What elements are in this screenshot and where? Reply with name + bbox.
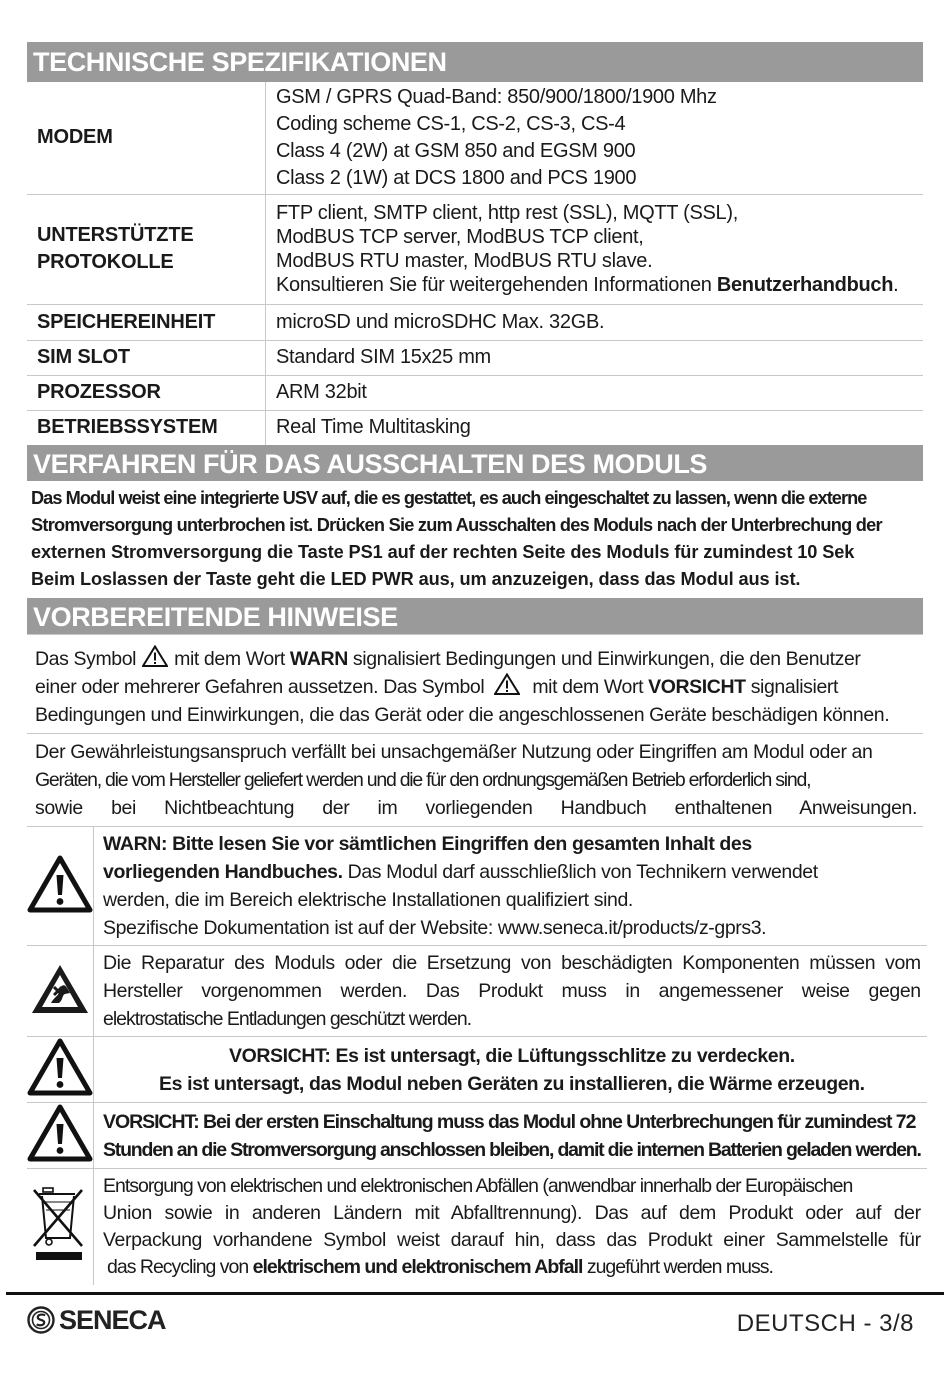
spec-key: SIM SLOT [27, 340, 266, 375]
text-line: Geräten, die vom Hersteller geliefert werden und die für den ordnungsgemäßen Betrieb erforderlich sind, [35, 769, 811, 791]
warning-triangle-icon [494, 673, 520, 695]
text-line: Bedingungen und Einwirkungen, die das Gerät oder die angeschlossenen Geräte beschädigen können. [35, 704, 890, 726]
logo-text: SENECA [59, 1304, 166, 1335]
spec-key: MODEM [27, 82, 266, 194]
spec-value [266, 194, 924, 304]
document-page [27, 42, 923, 1285]
spec-value [266, 82, 924, 194]
spec-line: GSM / GPRS Quad-Band: 850/900/1800/1900 Mhz [276, 85, 717, 108]
text: mit dem Wort [532, 676, 649, 698]
seneca-logo-icon [27, 1306, 55, 1334]
esd-warning-icon [29, 962, 91, 1016]
table-row [27, 194, 923, 304]
spec-value: Standard SIM 15x25 mm [266, 340, 924, 375]
table-row [27, 1169, 927, 1285]
text-line: werden, die im Bereich elektrische Installationen qualifiziert sind. [103, 889, 633, 911]
text: signalisiert [745, 676, 839, 698]
spec-key-line: UNTERSTÜTZTE [37, 224, 194, 246]
spec-table [27, 82, 923, 445]
footer-rule [6, 1292, 944, 1295]
warning-triangle-icon [27, 855, 93, 913]
table-row [27, 827, 927, 946]
text: Konsultieren Sie für weitergehenden Informationen [276, 274, 717, 296]
warranty-text [27, 734, 923, 827]
table-row [27, 304, 923, 340]
spec-line [276, 273, 923, 297]
spec-key [27, 194, 266, 304]
text-line [35, 645, 917, 673]
seneca-logo [27, 1304, 166, 1336]
section-title-technical-specs: TECHNISCHE SPEZIFIKATIONEN [27, 42, 923, 82]
text-line: sowie bei Nichtbeachtung der im vorliegenden Handbuch enthaltenen Anweisungen. [35, 797, 917, 819]
table-row [27, 410, 923, 445]
section-title-shutdown: VERFAHREN FÜR DAS AUSSCHALTEN DES MODULS [27, 445, 923, 481]
warning-triangle-icon [142, 645, 168, 667]
weee-text [94, 1169, 927, 1285]
text-line: Hersteller vorgenommen werden. Das Produkt muss in angemessener weise gegen [103, 980, 921, 1002]
text-line: VORSICHT: Bei der ersten Einschaltung muss das Modul ohne Unterbrechungen für zumindest 72 [103, 1110, 916, 1133]
bold-text: WARN [289, 648, 348, 670]
text-line: Spezifische Dokumentation ist auf der Website: www.seneca.it/products/z-gprs3. [103, 917, 767, 939]
text: das Recycling von [107, 1255, 253, 1278]
text-line: Union sowie in anderen Ländern mit Abfalltrennung). Das auf dem Produkt oder auf der [103, 1201, 921, 1224]
spec-key-line: PROTOKOLLE [37, 251, 174, 273]
text-line [103, 830, 921, 858]
spec-line: Class 4 (2W) at GSM 850 and EGSM 900 [276, 139, 636, 162]
spec-line: Coding scheme CS-1, CS-2, CS-3, CS-4 [276, 112, 626, 135]
text-line: Der Gewährleistungsanspruch verfällt bei unsachgemäßer Nutzung oder Eingriffen am Modul oder an [35, 741, 873, 763]
caution-battery-text [94, 1103, 927, 1169]
icon-cell [27, 827, 94, 946]
esd-text [94, 946, 927, 1037]
text-line: Die Reparatur des Moduls oder die Ersetzung von beschädigten Komponenten müssen vom [103, 952, 921, 974]
text-line: Beim Loslassen der Taste geht die LED PWR aus, um anzuzeigen, dass das Modul aus ist. [31, 569, 801, 589]
warning-text [94, 827, 927, 946]
spec-value: ARM 32bit [266, 375, 924, 410]
weee-crossed-bin-icon [30, 1186, 90, 1262]
bold-text: WARN: Bitte lesen Sie vor sämtlichen Eingriffen den gesamten Inhalt des [103, 833, 752, 855]
icon-cell [27, 1169, 94, 1285]
text-line: Es ist untersagt, das Modul neben Geräten zu installieren, die Wärme erzeugen. [159, 1072, 865, 1095]
bold-text: elektrischem und elektronischem Abfall [252, 1255, 583, 1278]
warning-table [27, 827, 927, 1285]
text-line: VORSICHT: Es ist untersagt, die Lüftungsschlitze zu verdecken. [229, 1044, 795, 1067]
text-line [35, 673, 917, 701]
table-row [27, 82, 923, 194]
text: einer oder mehrerer Gefahren aussetzen. Das Symbol [35, 676, 485, 698]
table-row [27, 1103, 927, 1169]
text-line: elektrostatische Entladungen geschützt werden. [103, 1008, 472, 1030]
spec-key: SPEICHEREINHEIT [27, 304, 266, 340]
text-line: Stunden an die Stromversorgung anschlossen bleiben, damit die internen Batterien geladen werden. [103, 1138, 921, 1161]
table-row [27, 375, 923, 410]
spec-value: Real Time Multitasking [276, 416, 471, 439]
spec-value: microSD und microSDHC Max. 32GB. [266, 304, 924, 340]
caution-ventilation-text [94, 1037, 927, 1103]
table-row [27, 1037, 927, 1103]
text: Das Modul darf ausschließlich von Technikern verwendet [342, 861, 818, 883]
shutdown-text [27, 481, 923, 595]
bold-text: VORSICHT [648, 676, 746, 698]
text: mit dem Wort [174, 648, 290, 670]
bold-text: vorliegenden Handbuches. [103, 861, 343, 883]
spec-key: BETRIEBSSYSTEM [27, 410, 266, 445]
table-row [27, 340, 923, 375]
text-line: Das Modul weist eine integrierte USV auf, die es gestattet, es auch eingeschaltet zu lassen, wenn die externe [31, 488, 867, 508]
symbol-explanation [27, 634, 923, 734]
text-line: Stromversorgung unterbrochen ist. Drücken Sie zum Ausschalten des Moduls nach der Unterbrechung der [31, 515, 882, 535]
section-title-preliminary-notes: VORBEREITENDE HINWEISE [27, 598, 923, 634]
spec-line: ModBUS TCP server, ModBUS TCP client, [276, 226, 644, 248]
table-row [27, 946, 927, 1037]
spec-line: FTP client, SMTP client, http rest (SSL), MQTT (SSL), [276, 202, 739, 224]
text: Das Symbol [35, 648, 137, 670]
text: . [893, 274, 899, 296]
text-line: externen Stromversorgung die Taste PS1 auf der rechten Seite des Moduls für zumindest 10 Sek [31, 542, 855, 562]
text: zugeführt werden muss. [582, 1255, 773, 1278]
icon-cell [27, 946, 94, 1037]
bold-text: Benutzerhandbuch [716, 274, 894, 296]
icon-cell [27, 1037, 94, 1103]
warning-triangle-icon [27, 1104, 93, 1162]
text-line [103, 1254, 921, 1281]
warning-triangle-icon [27, 1038, 93, 1096]
icon-cell [27, 1103, 94, 1169]
text-line [103, 858, 921, 886]
text: signalisiert Bedingungen und Einwirkungen, die den Benutzer [347, 648, 861, 670]
text-line: Verpackung vorhandene Symbol weist darauf hin, dass das Produkt einer Sammelstelle für [103, 1228, 921, 1251]
page-number: DEUTSCH - 3/8 [736, 1310, 914, 1337]
spec-key: PROZESSOR [27, 375, 266, 410]
text-line: Entsorgung von elektrischen und elektronischen Abfällen (anwendbar innerhalb der Europäischen [103, 1174, 853, 1197]
spec-line: Class 2 (1W) at DCS 1800 and PCS 1900 [276, 166, 637, 189]
spec-line: ModBUS RTU master, ModBUS RTU slave. [276, 250, 653, 272]
